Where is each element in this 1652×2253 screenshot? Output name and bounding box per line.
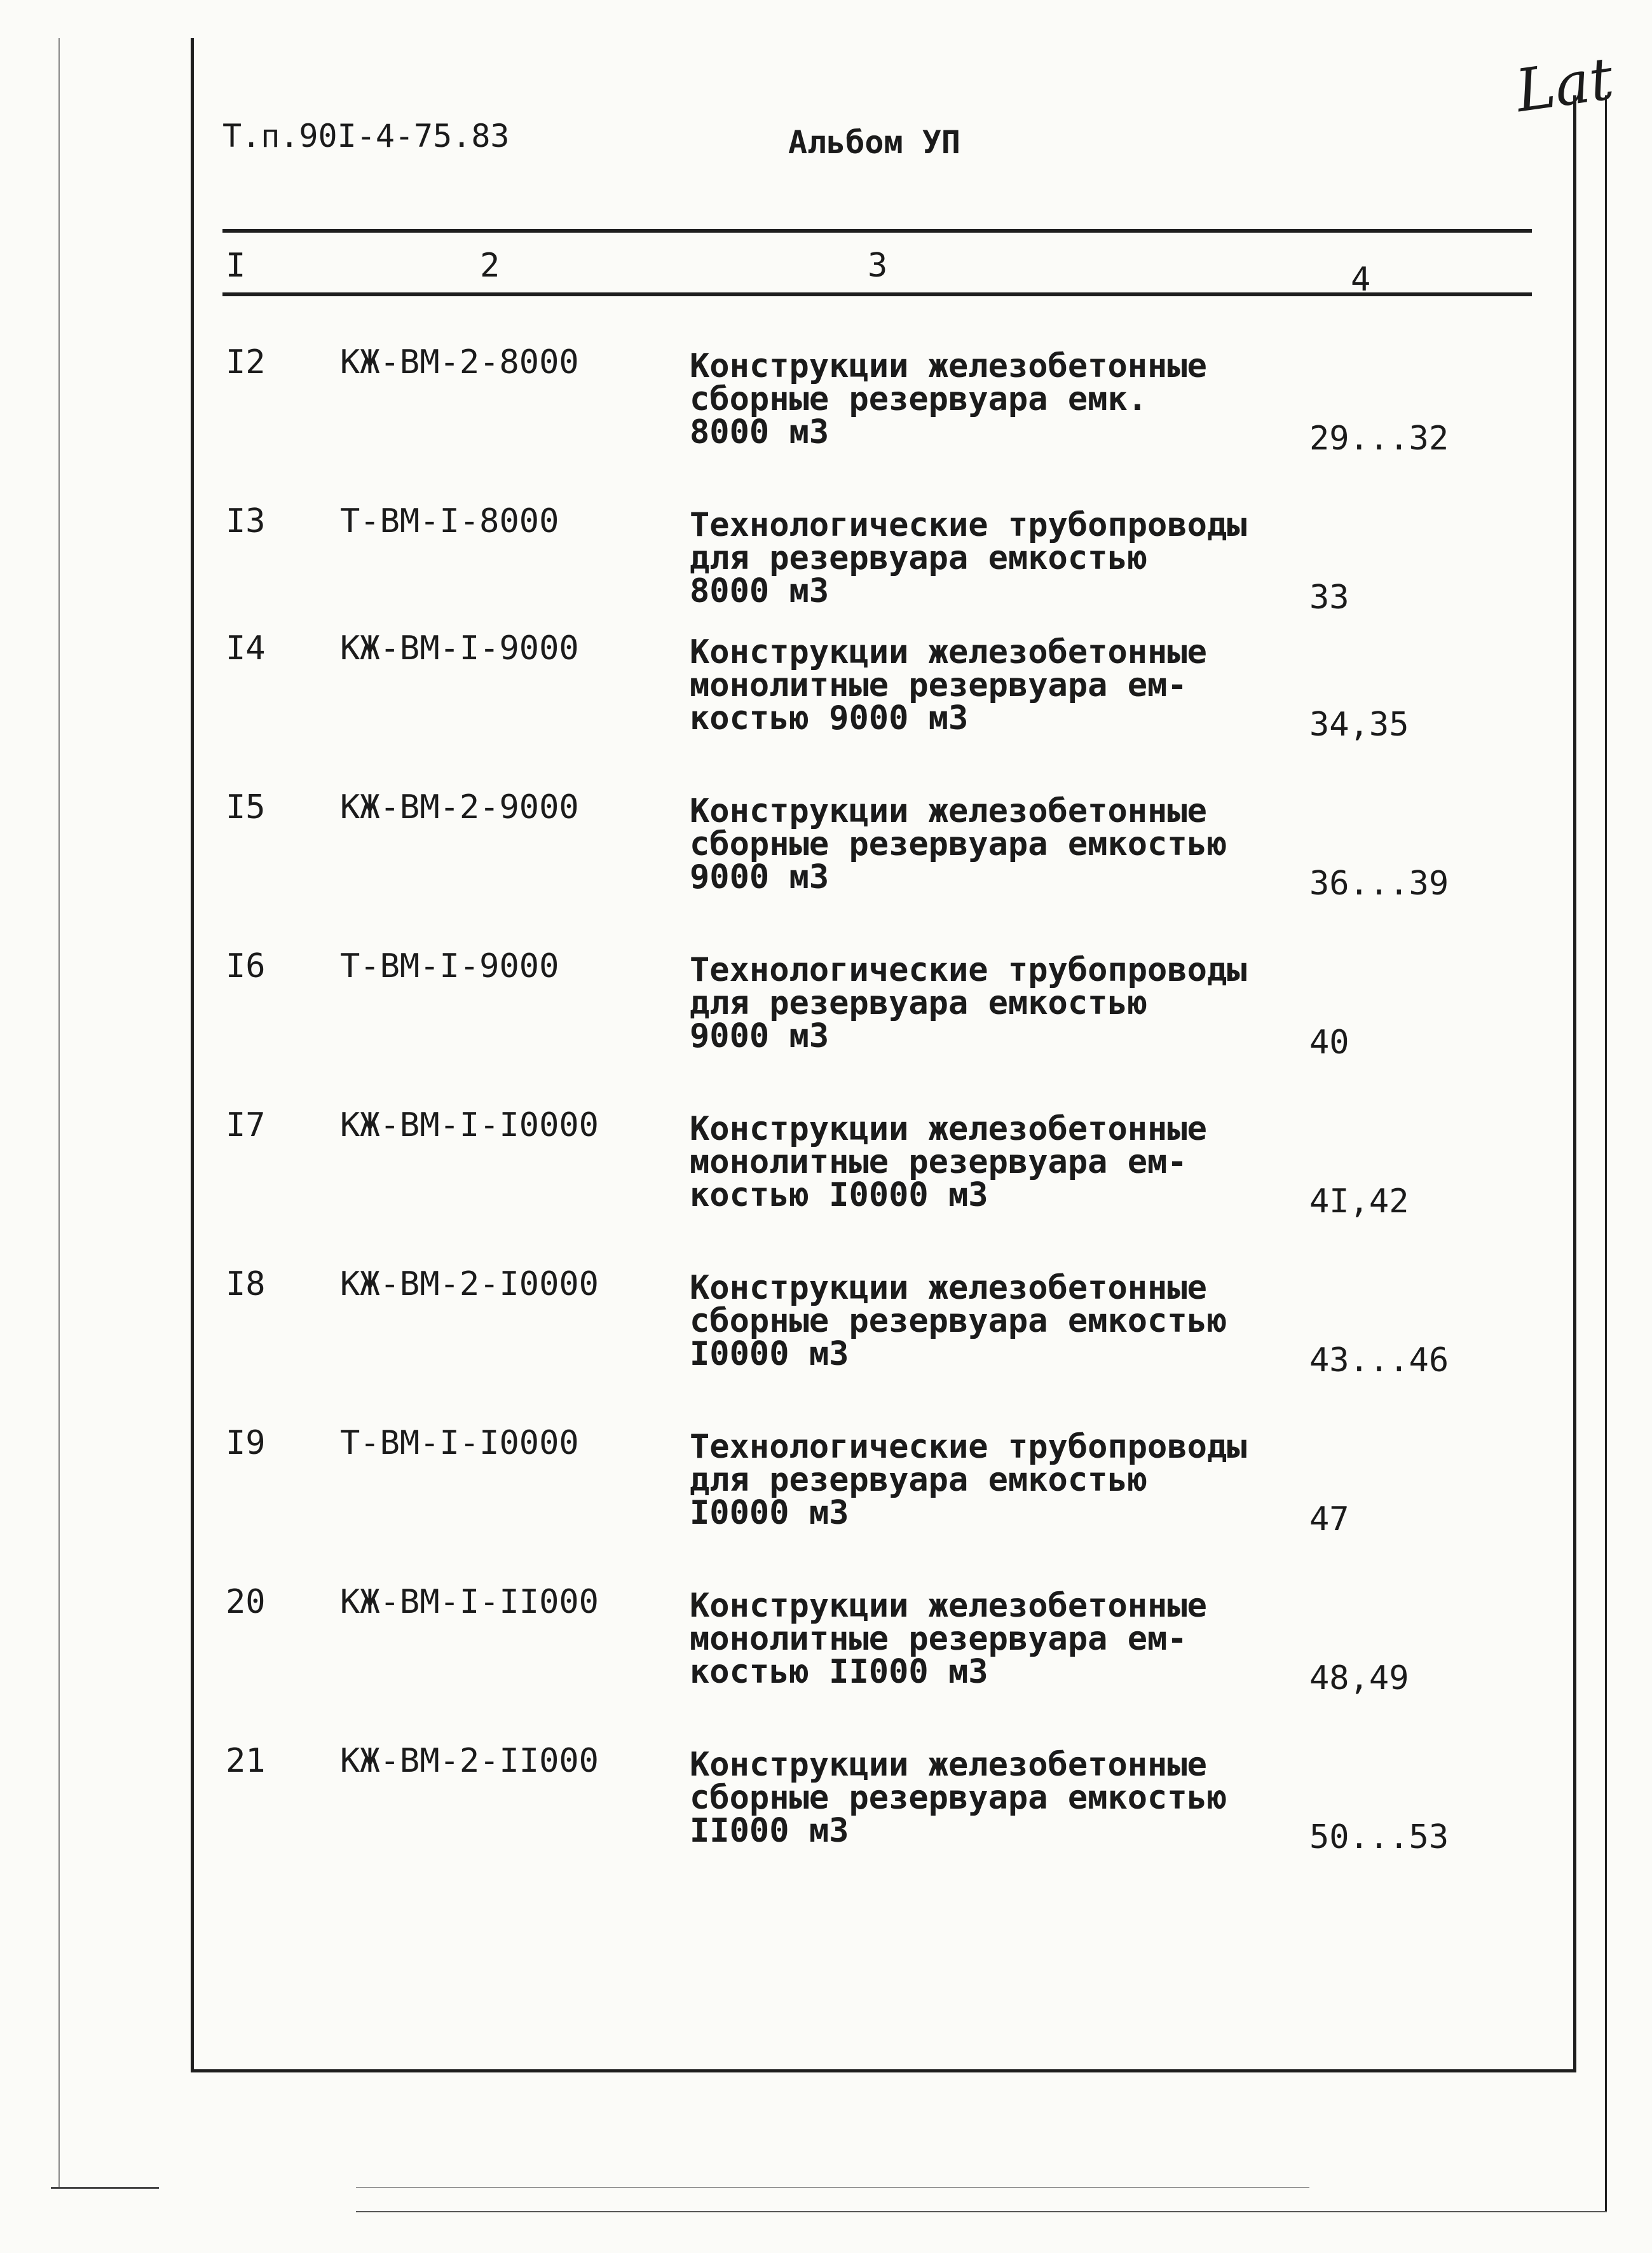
row-number: I6 [226, 947, 266, 985]
table-row [0, 788, 1652, 947]
column-header-2: 2 [480, 247, 500, 285]
drawing-description: Конструкции железобетонные монолитные резервуара ем- костью 9000 м3 [690, 633, 1207, 737]
drawing-code: КЖ-ВМ-I-I0000 [340, 1106, 599, 1144]
drawing-code: КЖ-ВМ-2-8000 [340, 343, 579, 381]
page-range: 48,49 [1309, 1659, 1409, 1697]
table-row [0, 1106, 1652, 1265]
drawing-description: Конструкции железобетонные монолитные резервуара ем- костью II000 м3 [690, 1587, 1207, 1691]
scan-artifact-line [356, 2187, 1309, 2188]
row-number: 20 [226, 1583, 266, 1621]
drawing-code: Т-ВМ-I-I0000 [340, 1424, 579, 1462]
page-range: 33 [1309, 579, 1349, 617]
column-header-1: I [226, 247, 246, 285]
row-number: I4 [226, 629, 266, 668]
table-row [0, 1424, 1652, 1583]
album-title: Альбом УП [788, 124, 960, 161]
drawing-description: Конструкции железобетонные сборные резервуара емкостью I0000 м3 [690, 1269, 1227, 1373]
drawing-code: КЖ-ВМ-2-II000 [340, 1742, 599, 1780]
drawing-code: КЖ-ВМ-I-9000 [340, 629, 579, 668]
row-number: I2 [226, 343, 266, 381]
row-number: I7 [226, 1106, 266, 1144]
drawing-description: Технологические трубопроводы для резервуара емкостью I0000 м3 [690, 1428, 1247, 1532]
table-row [0, 343, 1652, 502]
page-range: 29...32 [1309, 420, 1449, 458]
column-header-3: 3 [868, 247, 888, 285]
page-range: 40 [1309, 1024, 1349, 1062]
drawing-code: КЖ-ВМ-2-I0000 [340, 1265, 599, 1303]
handwritten-corner-mark: Lat [1512, 44, 1618, 126]
table-row [0, 1265, 1652, 1424]
row-number: I9 [226, 1424, 266, 1462]
drawing-description: Конструкции железобетонные сборные резервуара емк. 8000 м3 [690, 347, 1207, 451]
scan-artifact-line [51, 2187, 159, 2189]
drawing-description: Конструкции железобетонные сборные резервуара емкостью II000 м3 [690, 1746, 1227, 1850]
drawing-description: Технологические трубопроводы для резервуара емкостью 8000 м3 [690, 506, 1247, 610]
page-range: 4I,42 [1309, 1182, 1409, 1221]
document-number: Т.п.90I-4-75.83 [222, 118, 510, 154]
table-header-rule [222, 292, 1532, 296]
drawing-description: Конструкции железобетонные монолитные резервуара ем- костью I0000 м3 [690, 1110, 1207, 1214]
table-top-rule [222, 229, 1532, 233]
page-range: 36...39 [1309, 865, 1449, 903]
row-number: I5 [226, 788, 266, 826]
page-range: 47 [1309, 1500, 1349, 1538]
column-header-4: 4 [1351, 261, 1371, 299]
drawing-code: КЖ-ВМ-2-9000 [340, 788, 579, 826]
page-range: 34,35 [1309, 706, 1409, 744]
drawing-code: Т-ВМ-I-9000 [340, 947, 559, 985]
row-number: I8 [226, 1265, 266, 1303]
drawing-description: Конструкции железобетонные сборные резервуара емкостью 9000 м3 [690, 792, 1227, 896]
drawing-description: Технологические трубопроводы для резервуара емкостью 9000 м3 [690, 951, 1247, 1055]
drawing-code: КЖ-ВМ-I-II000 [340, 1583, 599, 1621]
table-row [0, 1583, 1652, 1742]
table-row [0, 629, 1652, 788]
page-range: 43...46 [1309, 1341, 1449, 1380]
frame-bottom-border [191, 2069, 1576, 2072]
row-number: I3 [226, 502, 266, 540]
table-row [0, 947, 1652, 1106]
outer-bottom-border [356, 2211, 1607, 2212]
table-row [0, 1742, 1652, 1901]
row-number: 21 [226, 1742, 266, 1780]
drawing-code: Т-ВМ-I-8000 [340, 502, 559, 540]
page-range: 50...53 [1309, 1818, 1449, 1856]
